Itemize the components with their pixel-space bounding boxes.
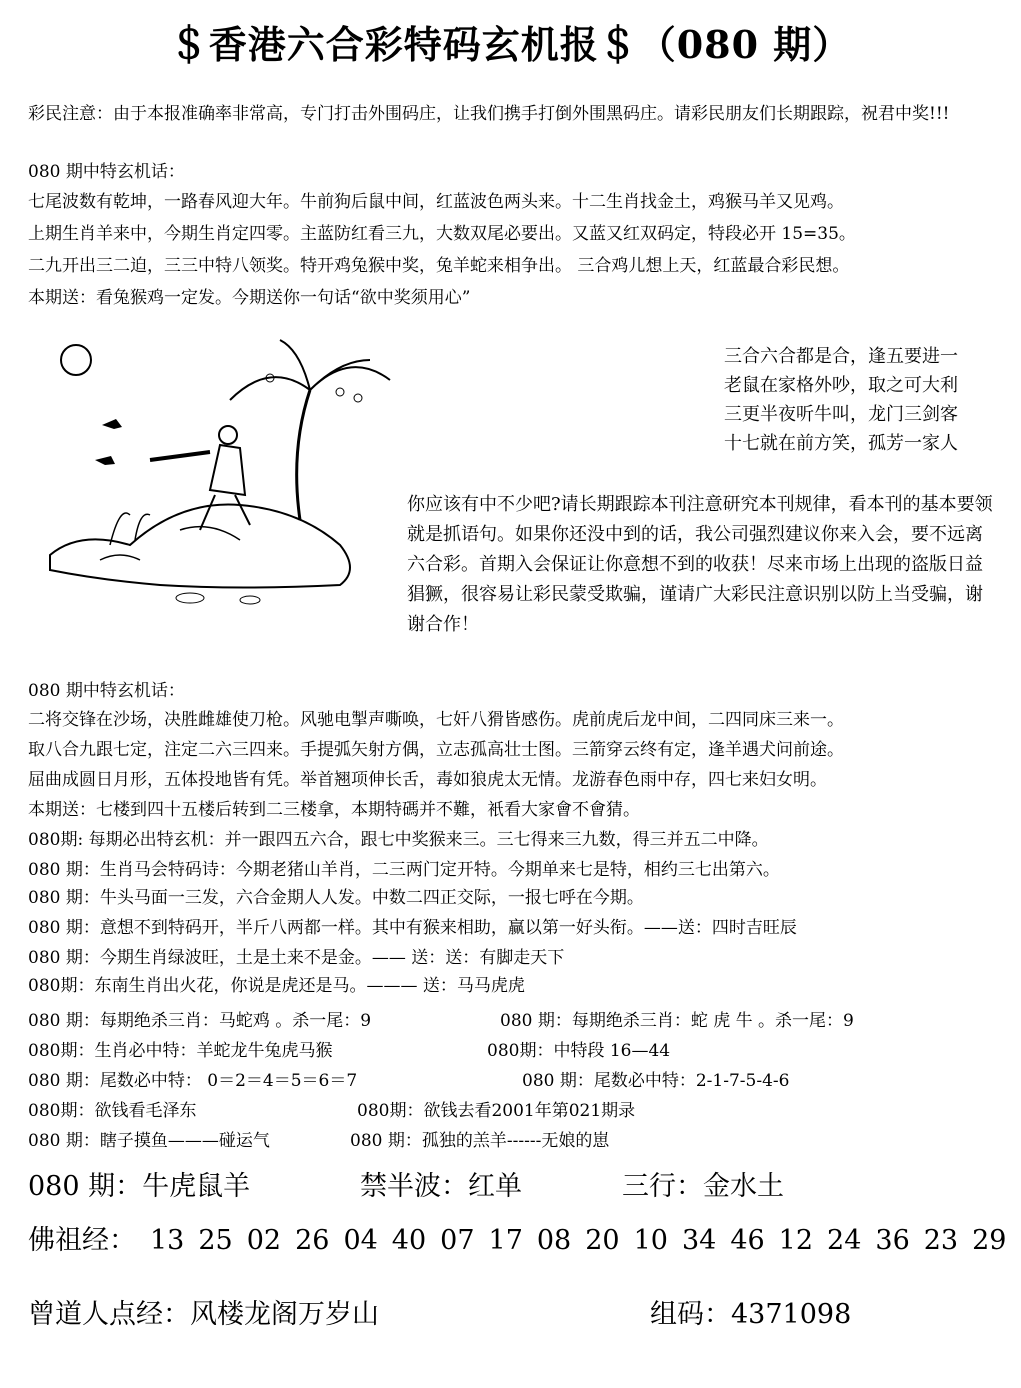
summary-ban: 禁半波：红单 [360, 1171, 522, 1202]
summary-elements: 三行：金水土 [622, 1171, 784, 1202]
pair-left: 080 期：每期绝杀三肖：马蛇鸡 。杀一尾：9 [28, 1011, 372, 1031]
foz-number: 20 [585, 1225, 620, 1256]
foz-number: 24 [827, 1225, 862, 1256]
footer-code: 组码：4371098 [650, 1299, 852, 1330]
foz-number: 25 [198, 1225, 233, 1256]
section2-line: 取八合九跟七定，注定二六三四来。手提弧矢射方偶，立志孤高壮士图。三箭穿云终有定，逢羊遇犬问前途。 [28, 740, 844, 760]
pair-left: 080期：欲钱看毛泽东 [28, 1101, 197, 1121]
page-title: ＄香港六合彩特码玄机报＄（080 期） [169, 22, 852, 67]
poem-block [724, 342, 958, 458]
section2-line: 本期送：七楼到四十五楼后转到二三楼拿，本期特碼并不難，衹看大家會不會猜。 [28, 800, 640, 820]
foz-row [28, 1218, 1020, 1257]
footer-dao: 曾道人点经：风楼龙阁万岁山 [28, 1299, 379, 1330]
notice-paragraph: 彩民注意：由于本报准确率非常高，专门打击外围码庄，让我们携手打倒外围黑码庄。请彩民朋友们长期跟踪，祝君中奖!!! [28, 104, 950, 124]
foz-number: 13 [150, 1225, 185, 1256]
section1-line: 本期送：看兔猴鸡一定发。今期送你一句话“欲中奖须用心” [28, 288, 471, 308]
foz-number: 36 [875, 1225, 910, 1256]
foz-number: 12 [778, 1225, 814, 1256]
prediction-row: 080期：东南生肖出火花，你说是虎还是马。——— 送：马马虎虎 [28, 976, 525, 996]
foz-label: 佛祖经： [28, 1225, 136, 1256]
advert-paragraph: 你应该有中不少吧?请长期跟踪本刊注意研究本刊规律，看本刊的基本要领就是抓语句。如果你还没中到的话，我公司强烈建议你来入会，要不远离六合彩。首期入会保证让你意想不到的收获！尽来市场上出现的盗版日益猖獗，很容易让彩民蒙受欺骗，谨请广大彩民注意识别以防上当受骗，谢谢合作！ [407, 494, 993, 635]
foz-number: 07 [440, 1225, 475, 1256]
pair-right: 080期：欲钱去看2001年第021期录 [357, 1101, 636, 1121]
poem-line: 三合六合都是合，逢五要进一 [724, 346, 958, 367]
prediction-row: 080 期：牛头马面一三发，六合金期人人发。中数二四正交际，一报七呼在今期。 [28, 888, 644, 908]
summary-issue: 080 期：牛虎鼠羊 [28, 1171, 251, 1202]
foz-number: 04 [343, 1225, 378, 1256]
poem-line: 十七就在前方笑，孤芳一家人 [724, 433, 958, 454]
section2-line: 屈曲成圆日月形，五体投地皆有凭。举首翘项伸长舌，毒如狼虎太无情。龙游春色雨中存，四七来妇女明。 [28, 770, 827, 790]
prediction-row: 080 期：生肖马会特码诗：今期老猪山羊肖，二三两门定开特。今期单来七是特，相约三七出第六。 [28, 860, 780, 880]
pair-right: 080期：中特段 16—44 [487, 1041, 671, 1061]
pair-right: 080 期：孤独的羔羊------无娘的崽 [350, 1131, 610, 1151]
boy-playing-flute-on-rock-illustration [40, 330, 400, 620]
pair-left: 080 期：瞎子摸鱼———碰运气 [28, 1131, 270, 1151]
section2-line: 二将交锋在沙场，决胜雌雄使刀枪。风驰电掣声嘶唤，七奸八猾皆感伤。虎前虎后龙中间，二四同床三来一。 [28, 710, 844, 730]
prediction-row: 080 期：意想不到特码开，半斤八两都一样。其中有猴来相助，赢以第一好头衔。——送：四时吉旺辰 [28, 918, 797, 938]
foz-number: 26 [295, 1225, 330, 1256]
section2-heading: 080 期中特玄机话： [28, 681, 185, 701]
foz-number: 40 [391, 1225, 427, 1256]
poem-line: 三更半夜听牛叫，龙门三剑客 [724, 404, 958, 425]
prediction-row: 080 期：今期生肖绿波旺，土是土来不是金。—— 送：送：有脚走天下 [28, 948, 565, 968]
foz-number: 29 [972, 1225, 1007, 1256]
section1-line: 上期生肖羊来中，今期生肖定四零。主蓝防红看三九，大数双尾必要出。又蓝又红双码定，特段必开 15=35。 [28, 224, 856, 244]
foz-number: 10 [633, 1225, 668, 1256]
poem-line: 老鼠在家格外吵，取之可大利 [724, 375, 958, 396]
foz-number: 46 [730, 1225, 765, 1256]
pair-right: 080 期：尾数必中特：2-1-7-5-4-6 [522, 1071, 790, 1091]
section1-line: 七尾波数有乾坤，一路春风迎大年。牛前狗后鼠中间，红蓝波色两头来。十二生肖找金土，鸡猴马羊又见鸡。 [28, 192, 844, 212]
section1-line: 二九开出三二迫，三三中特八领奖。特开鸡兔猴中奖，兔羊蛇来相争出。 三合鸡儿想上天，红蓝最合彩民想。 [28, 256, 850, 276]
pair-left: 080期：生肖必中特：羊蛇龙牛兔虎马猴 [28, 1041, 333, 1061]
section1-heading: 080 期中特玄机话： [28, 162, 185, 182]
foz-number: 08 [536, 1225, 572, 1256]
foz-number: 17 [488, 1225, 523, 1256]
foz-number: 34 [681, 1225, 717, 1256]
foz-number: 23 [923, 1225, 959, 1256]
pair-left: 080 期：尾数必中特： 0＝2＝4＝5＝6＝7 [28, 1071, 358, 1091]
foz-number: 02 [246, 1225, 282, 1256]
pair-right: 080 期：每期绝杀三肖：蛇 虎 牛 。杀一尾：9 [500, 1011, 854, 1031]
prediction-row: 080期: 每期必出特玄机：并一跟四五六合，跟七中奖猴来三。三七得来三九数，得三并五二中降。 [28, 830, 769, 850]
